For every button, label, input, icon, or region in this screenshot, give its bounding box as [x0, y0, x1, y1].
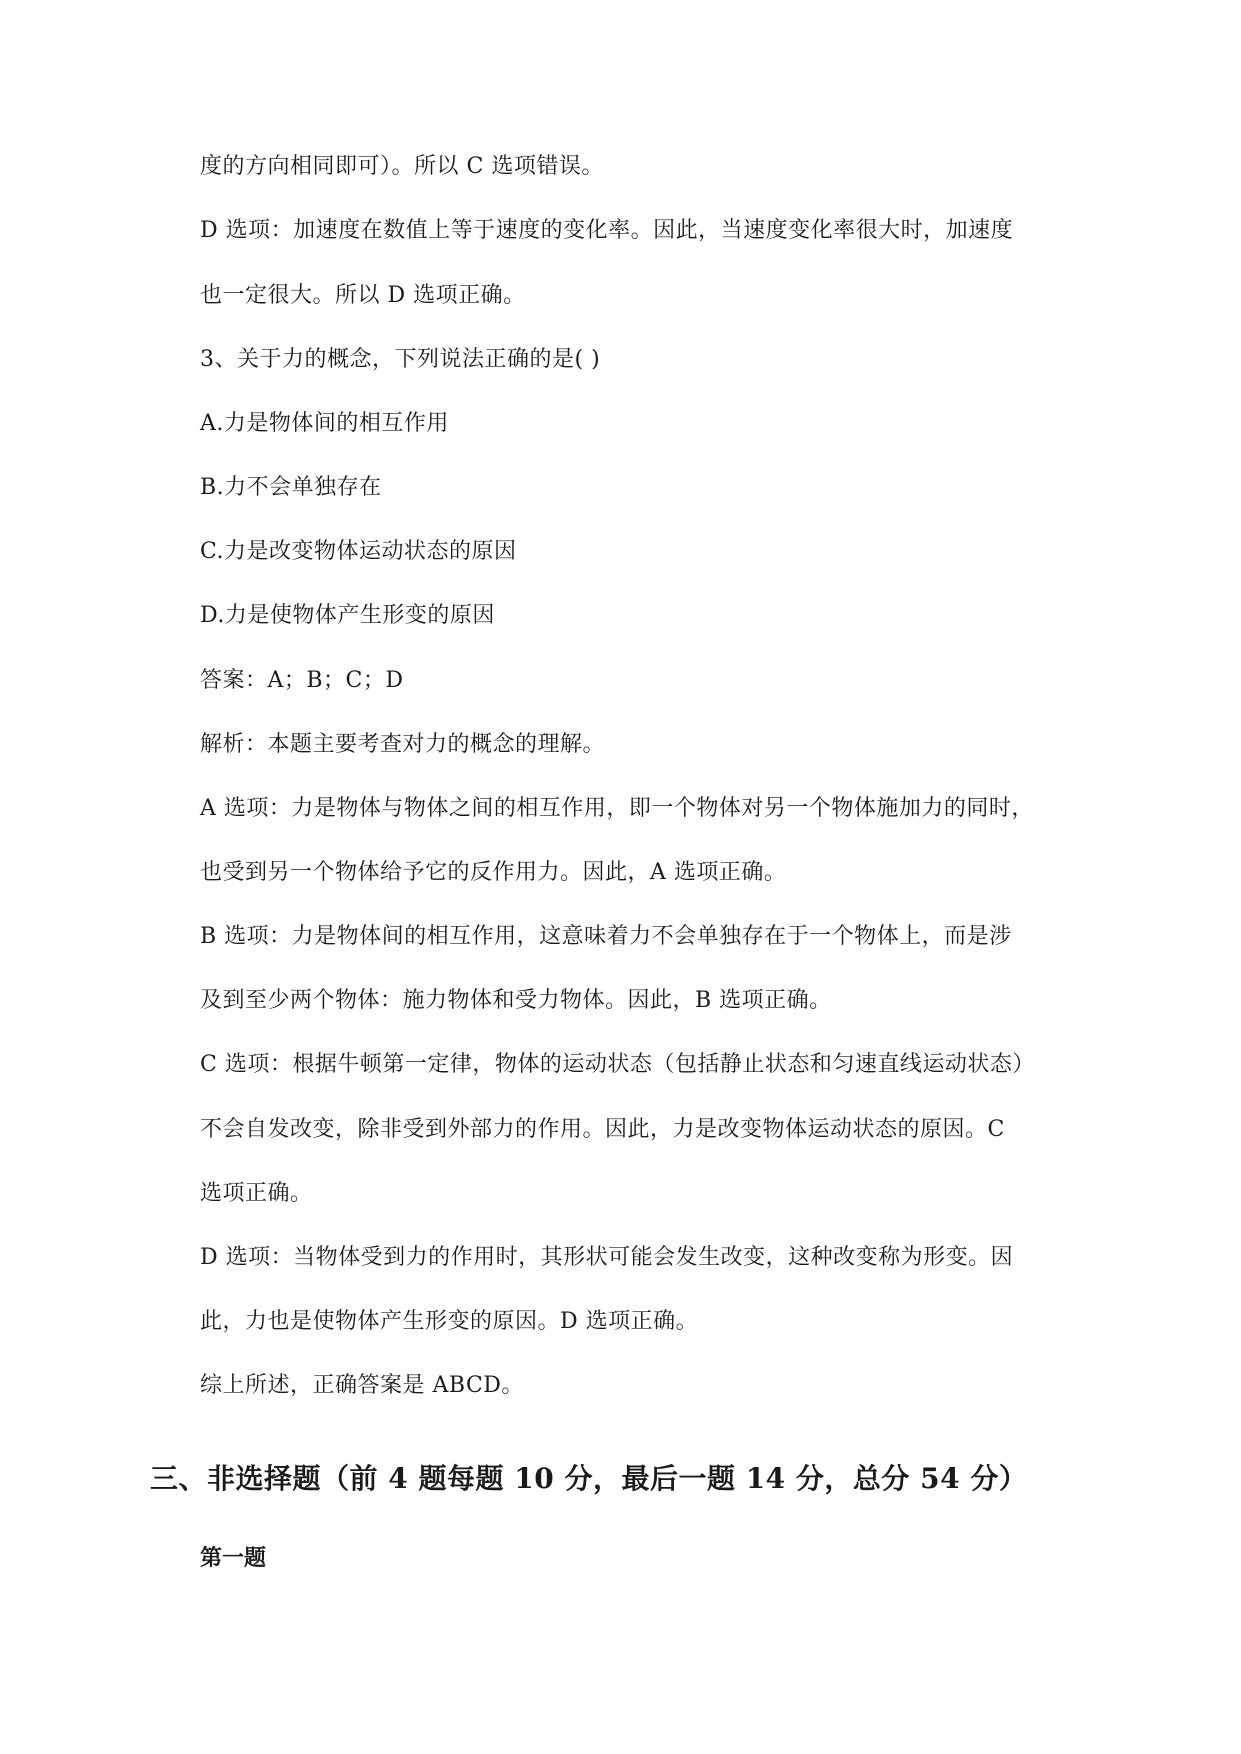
text-line: D 选项：加速度在数值上等于速度的变化率。因此，当速度变化率很大时，加速度	[200, 218, 1014, 243]
text-line: 此，力也是使物体产生形变的原因。D 选项正确。	[200, 1309, 699, 1334]
text-line: 不会自发改变，除非受到外部力的作用。因此，力是改变物体运动状态的原因。C	[200, 1117, 1005, 1142]
text-line: C 选项：根据牛顿第一定律，物体的运动状态（包括静止状态和匀速直线运动状态）	[200, 1052, 1035, 1077]
text-line: 及到至少两个物体：施力物体和受力物体。因此，B 选项正确。	[200, 988, 832, 1013]
text-line: A 选项：力是物体与物体之间的相互作用，即一个物体对另一个物体施加力的同时，	[200, 796, 1034, 821]
text-line: 度的方向相同即可）。所以 C 选项错误。	[200, 154, 604, 179]
section-heading: 三、非选择题（前 4 题每题 10 分，最后一题 14 分，总分 54 分）	[150, 1462, 1028, 1495]
analysis-intro: 解析：本题主要考查对力的概念的理解。	[200, 732, 606, 757]
conclusion-line: 综上所述，正确答案是 ABCD。	[200, 1373, 524, 1398]
text-line: B 选项：力是物体间的相互作用，这意味着力不会单独存在于一个物体上，而是涉	[200, 924, 1012, 949]
question-heading: 第一题	[200, 1545, 267, 1571]
text-line: D 选项：当物体受到力的作用时，其形状可能会发生改变，这种改变称为形变。因	[200, 1245, 1014, 1270]
text-line: 也一定很大。所以 D 选项正确。	[200, 283, 526, 308]
answer-line: 答案：A；B；C；D	[200, 668, 404, 693]
question-stem: 3、关于力的概念，下列说法正确的是( )	[200, 347, 601, 372]
option-a: A.力是物体间的相互作用	[200, 411, 449, 436]
text-line: 也受到另一个物体给予它的反作用力。因此，A 选项正确。	[200, 860, 787, 885]
option-c: C.力是改变物体运动状态的原因	[200, 539, 517, 564]
option-d: D.力是使物体产生形变的原因	[200, 603, 495, 628]
option-b: B.力不会单独存在	[200, 475, 382, 500]
text-line: 选项正确。	[200, 1181, 313, 1206]
